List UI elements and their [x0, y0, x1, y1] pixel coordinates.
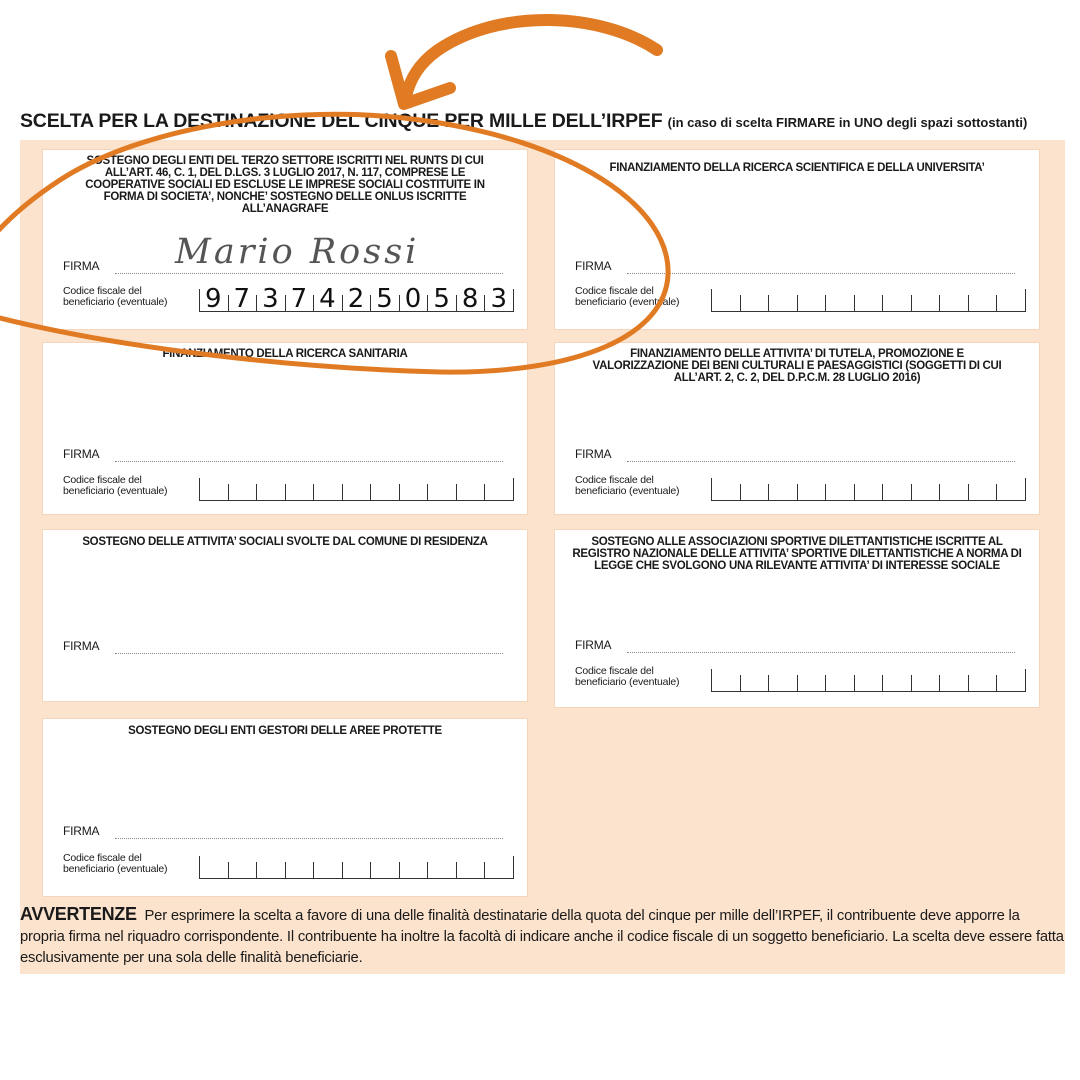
- tax-code-digit: 9: [204, 284, 222, 314]
- annotation-ellipse: [0, 114, 668, 372]
- signature-label: FIRMA: [63, 824, 100, 838]
- tax-code-digit: 3: [490, 284, 507, 314]
- tax-code-label: Codice fiscale del beneficiario (eventuale): [575, 665, 680, 688]
- tax-code-digit: 7: [233, 284, 251, 314]
- warning-heading: AVVERTENZE: [20, 904, 137, 924]
- tax-code-digit: 5: [433, 284, 450, 314]
- panel-title: SOSTEGNO DEGLI ENTI DEL TERZO SETTORE ISCRITTI NEL RUNTS DI CUI ALL’ART. 46, C. 1, DEL D.LGS. 3 LUGLIO 2017, N. 117, COMPRESE LE COOPERATIVE SOCIALI ED ESCLUSE LE IMPRESE SOCIALI COSTITUITE IN FORMA DI SOCIETA’, NONCHE’ SOSTEGNO DELLE ONLUS ISCRITTE ALL’ANAGRAFE: [85, 155, 485, 215]
- warning-body: Per esprimere la scelta a favore di una delle finalità destinatarie della quota del cinque per mille dell’IRPEF, il contribuente deve apporre la propria firma nel riquadro corrispondente. Il contribuente ha inoltre la facoltà di indicare anche il codice fiscale di un soggetto beneficiario. La scelta deve essere fatta esclusivamente per una sola delle finalità beneficiarie.: [20, 908, 1064, 966]
- tax-code-digit: 0: [404, 284, 422, 314]
- form-title-main: SCELTA PER LA DESTINAZIONE DEL CINQUE PER MILLE DELL’IRPEF: [20, 110, 663, 132]
- signature-label: FIRMA: [63, 447, 100, 461]
- panel-title: SOSTEGNO DELLE ATTIVITA’ SOCIALI SVOLTE DAL COMUNE DI RESIDENZA: [82, 536, 488, 548]
- tax-code-label: Codice fiscale del beneficiario (eventuale): [575, 474, 680, 497]
- panel-title: FINANZIAMENTO DELLA RICERCA SANITARIA: [162, 348, 408, 360]
- panel-title: FINANZIAMENTO DELLA RICERCA SCIENTIFICA E DELLA UNIVERSITA’: [609, 162, 985, 174]
- signature-label: FIRMA: [575, 638, 612, 652]
- tax-code-digit: 5: [376, 284, 393, 314]
- tax-code-digit: 2: [347, 284, 365, 314]
- signature-label: FIRMA: [63, 639, 100, 653]
- panel-title: FINANZIAMENTO DELLE ATTIVITA’ DI TUTELA, PROMOZIONE E VALORIZZAZIONE DEI BENI CULTURALI E PAESAGGISTICI (SOGGETTI DI CUI ALL’ART. 2, C. 2, DEL D.P.C.M. 28 LUGLIO 2016): [592, 348, 1002, 384]
- signature-label: FIRMA: [575, 447, 612, 461]
- panel-title: SOSTEGNO ALLE ASSOCIAZIONI SPORTIVE DILETTANTISTICHE ISCRITTE AL REGISTRO NAZIONALE DELLE ATTIVITA’ SPORTIVE DILETTANTISTICHE A NORMA DI LEGGE CHE SVOLGONO UNA RILEVANTE ATTIVITA’ DI INTERESSE SOCIALE: [572, 536, 1022, 572]
- handwritten-signature: Mario Rossi: [175, 232, 420, 272]
- tax-code-label: Codice fiscale del beneficiario (eventuale): [63, 474, 168, 497]
- tax-code-label: Codice fiscale del beneficiario (eventuale): [575, 285, 680, 308]
- tax-code-digit: 8: [461, 284, 479, 314]
- tax-code-digit: 3: [262, 284, 279, 314]
- signature-label: FIRMA: [63, 259, 100, 273]
- tax-code-digit: 7: [290, 284, 308, 314]
- tax-code-label: Codice fiscale del beneficiario (eventuale): [63, 852, 168, 875]
- panel-title: SOSTEGNO DEGLI ENTI GESTORI DELLE AREE PROTETTE: [128, 725, 442, 737]
- signature-label: FIRMA: [575, 259, 612, 273]
- tax-code-digit: 4: [319, 284, 336, 314]
- tax-code-label: Codice fiscale del beneficiario (eventuale): [63, 285, 168, 308]
- form-title-instruction: (in caso di scelta FIRMARE in UNO degli spazi sottostanti): [667, 115, 1028, 130]
